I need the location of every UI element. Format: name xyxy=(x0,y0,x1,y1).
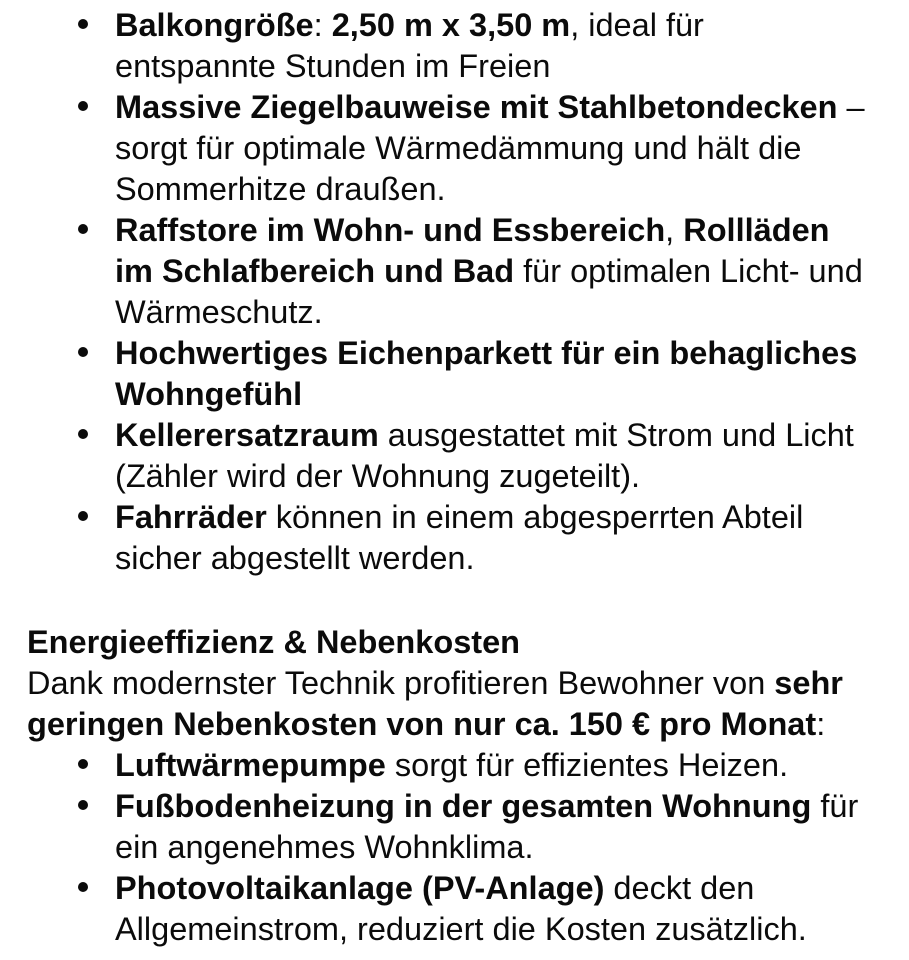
bullet-marker xyxy=(78,347,88,357)
text-line xyxy=(115,909,885,950)
text-line xyxy=(115,46,885,87)
text-run: , ideal für xyxy=(570,7,704,43)
text-line xyxy=(115,5,885,46)
text-run-bold: Hochwertiges Eichenparkett für ein behagliches xyxy=(115,335,858,371)
text-line xyxy=(115,827,885,868)
text-run: sorgt für effizientes Heizen. xyxy=(385,747,789,783)
list-item-balkon xyxy=(27,5,885,87)
bullet-marker xyxy=(78,759,88,769)
list-item-parkett xyxy=(27,333,885,415)
list-item-fahrraeder xyxy=(27,497,885,579)
text-run: – xyxy=(837,89,865,125)
list-item-photovoltaik xyxy=(27,868,885,950)
text-line xyxy=(115,210,885,251)
text-run: deckt den xyxy=(604,870,755,906)
text-line xyxy=(27,704,885,745)
text-run: ein angenehmes Wohnklima. xyxy=(115,829,534,865)
text-line xyxy=(115,456,885,497)
text-line xyxy=(115,292,885,333)
text-line xyxy=(27,663,885,704)
list-item-fussbodenheizung xyxy=(27,786,885,868)
text-run: (Zähler wird der Wohnung zugeteilt). xyxy=(115,458,641,494)
text-line xyxy=(115,497,885,538)
text-run: Dank modernster Technik profitieren Bewohner von xyxy=(27,665,775,701)
text-line xyxy=(115,786,885,827)
bullet-marker xyxy=(78,101,88,111)
text-run-bold: Massive Ziegelbauweise mit Stahlbetondecken xyxy=(115,89,838,125)
text-line xyxy=(115,333,885,374)
list-item-bauweise xyxy=(27,87,885,210)
text-run-bold: Fahrräder xyxy=(115,499,267,535)
features-list xyxy=(27,5,885,579)
text-run-bold: Wohngefühl xyxy=(115,376,303,412)
text-line xyxy=(115,87,885,128)
text-run: Allgemeinstrom, reduziert die Kosten zusätzlich. xyxy=(115,911,807,947)
text-run: sicher abgestellt werden. xyxy=(115,540,475,576)
list-item-waermepumpe xyxy=(27,745,885,786)
text-line xyxy=(115,745,885,786)
text-run-bold: Photovoltaikanlage (PV-Anlage) xyxy=(115,870,605,906)
text-run: Wärmeschutz. xyxy=(115,294,323,330)
text-run-bold: Kellerersatzraum xyxy=(115,417,379,453)
bullet-marker xyxy=(78,429,88,439)
text-run: Sommerhitze draußen. xyxy=(115,171,446,207)
text-run: entspannte Stunden im Freien xyxy=(115,48,551,84)
text-run-bold: Rollläden xyxy=(683,212,830,248)
text-run: , xyxy=(665,212,684,248)
bullet-marker xyxy=(78,19,88,29)
text-run: für xyxy=(811,788,859,824)
bullet-marker xyxy=(78,224,88,234)
text-run: ausgestattet mit Strom und Licht xyxy=(378,417,854,453)
text-line xyxy=(115,251,885,292)
text-run: können in einem abgesperrten Abteil xyxy=(266,499,804,535)
text-line xyxy=(115,415,885,456)
energy-intro-paragraph xyxy=(27,663,885,745)
text-run-bold: sehr xyxy=(774,665,843,701)
bullet-marker xyxy=(78,511,88,521)
text-run-bold: geringen Nebenkosten von nur ca. 150 € pro Monat xyxy=(27,706,817,742)
text-run: für optimalen Licht- und xyxy=(514,253,863,289)
text-line xyxy=(115,374,885,415)
text-line xyxy=(115,868,885,909)
text-line xyxy=(115,538,885,579)
text-run-bold: 2,50 m x 3,50 m xyxy=(331,7,571,43)
bullet-marker xyxy=(78,882,88,892)
list-item-raffstore xyxy=(27,210,885,333)
text-run: : xyxy=(313,7,332,43)
bullet-marker xyxy=(78,800,88,810)
text-run: : xyxy=(816,706,826,742)
text-run-bold: Raffstore im Wohn- und Essbereich xyxy=(115,212,666,248)
text-run-bold: Balkongröße xyxy=(115,7,314,43)
text-line xyxy=(115,128,885,169)
text-run-bold: Luftwärmepumpe xyxy=(115,747,386,783)
text-line xyxy=(115,169,885,210)
text-run: sorgt für optimale Wärmedämmung und hält die xyxy=(115,130,802,166)
text-run-bold: im Schlafbereich und Bad xyxy=(115,253,515,289)
energy-list xyxy=(27,745,885,950)
section-heading-energieeffizienz: Energieeffizienz & Nebenkosten xyxy=(27,624,521,660)
list-item-keller xyxy=(27,415,885,497)
text-run-bold: Fußbodenheizung in der gesamten Wohnung xyxy=(115,788,812,824)
